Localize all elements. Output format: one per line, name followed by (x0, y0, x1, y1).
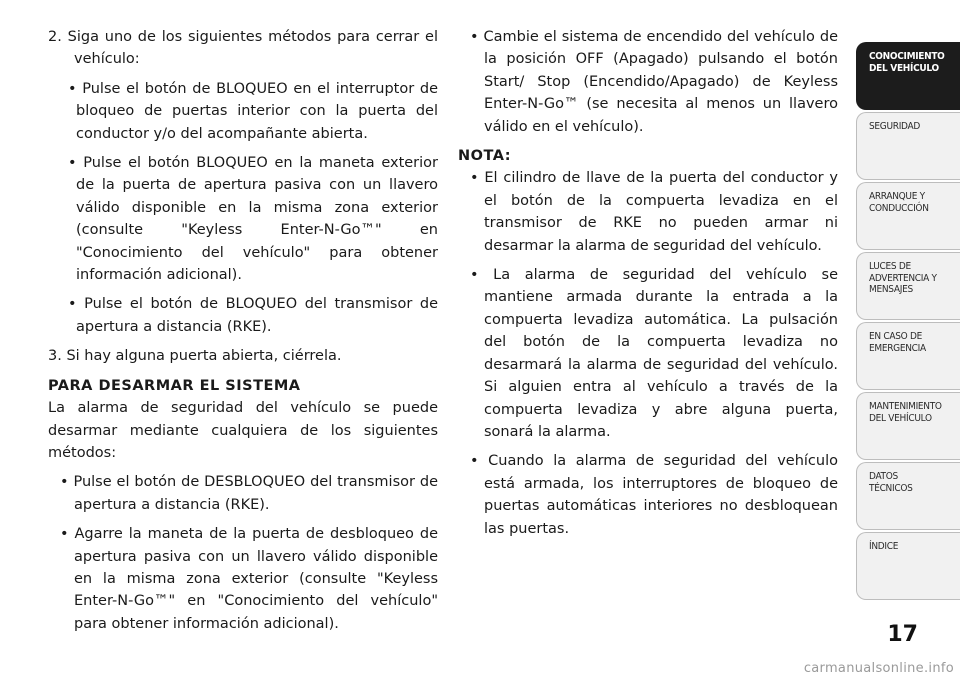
tab-arranque[interactable]: ARRANQUE Y CONDUCCIÓN (856, 182, 960, 250)
note-item-1: • El cilindro de llave de la puerta del conductor y el botón de la compuerta levadiza en el transmisor de RKE no pueden armar ni desarmar la alarma de seguridad del vehículo. (470, 170, 838, 254)
note-heading: NOTA: (458, 148, 512, 165)
note-item-3: • Cuando la alarma de seguridad del vehículo está armada, los interruptores de bloqueo de puertas automáticas interiores no desbloquean las puertas. (470, 453, 838, 537)
tab-emergencia[interactable]: EN CASO DE EMERGENCIA (856, 322, 960, 390)
step-2: 2. Siga uno de los siguientes métodos para cerrar el vehículo: (48, 29, 438, 68)
right-column (458, 26, 838, 547)
disarm-method-1: • Pulse el botón de DESBLOQUEO del transmisor de apertura a distancia (RKE). (60, 474, 438, 513)
tab-seguridad[interactable]: SEGURIDAD (856, 112, 960, 180)
tab-indice[interactable]: ÍNDICE (856, 532, 960, 600)
note-item-2: • La alarma de seguridad del vehículo se mantiene armada durante la entrada a la compuerta levadiza automática. La pulsación del botón de la compuerta levadiza no desarmará la alarma de seguridad del vehículo. Si alguien entra al vehículo a través de la compuerta levadiza y abre alguna puerta, sonará la alarma. (470, 267, 838, 440)
chapter-tabs (856, 0, 960, 678)
tab-luces[interactable]: LUCES DE ADVERTENCIA Y MENSAJES (856, 252, 960, 320)
left-column (48, 26, 438, 642)
step-2-method-2: • Pulse el botón BLOQUEO en la maneta exterior de la puerta de apertura pasiva con un llavero válido disponible en la misma zona exterior (consulte "Keyless Enter-N-Go™" en "Conocimiento del vehículo" para obtener información adicional). (68, 155, 438, 284)
tab-conocimiento[interactable]: CONOCIMIENTO DEL VEHÍCULO (856, 42, 960, 110)
tab-datos[interactable]: DATOS TÉCNICOS (856, 462, 960, 530)
step-3: 3. Si hay alguna puerta abierta, ciérrela. (48, 348, 342, 365)
disarm-method-2: • Agarre la maneta de la puerta de desbloqueo de apertura pasiva con un llavero válido disponible en la misma zona exterior (consulte "Keyless Enter-N-Go™" en "Conocimiento del vehículo" para obtener información adicional). (60, 526, 438, 632)
section-intro: La alarma de seguridad del vehículo se puede desarmar mediante cualquiera de los siguientes métodos: (48, 400, 438, 461)
step-2-method-1: • Pulse el botón de BLOQUEO en el interruptor de bloqueo de puertas interior con la puerta del conductor y/o del acompañante abierta. (68, 80, 438, 142)
watermark: carmanualsonline.info (803, 661, 954, 676)
disarm-method-3: • Cambie el sistema de encendido del vehículo de la posición OFF (Apagado) pulsando el botón Start/ Stop (Encendido/Apagado) de Keyless Enter-N-Go™ (se necesita al menos un llavero válido en el vehículo). (470, 29, 838, 135)
tab-mantenimiento[interactable]: MANTENIMIENTO DEL VEHÍCULO (856, 392, 960, 460)
section-heading: PARA DESARMAR EL SISTEMA (48, 377, 301, 394)
step-2-method-3: • Pulse el botón de BLOQUEO del transmisor de apertura a distancia (RKE). (68, 296, 438, 335)
page-number: 17 (887, 622, 918, 647)
